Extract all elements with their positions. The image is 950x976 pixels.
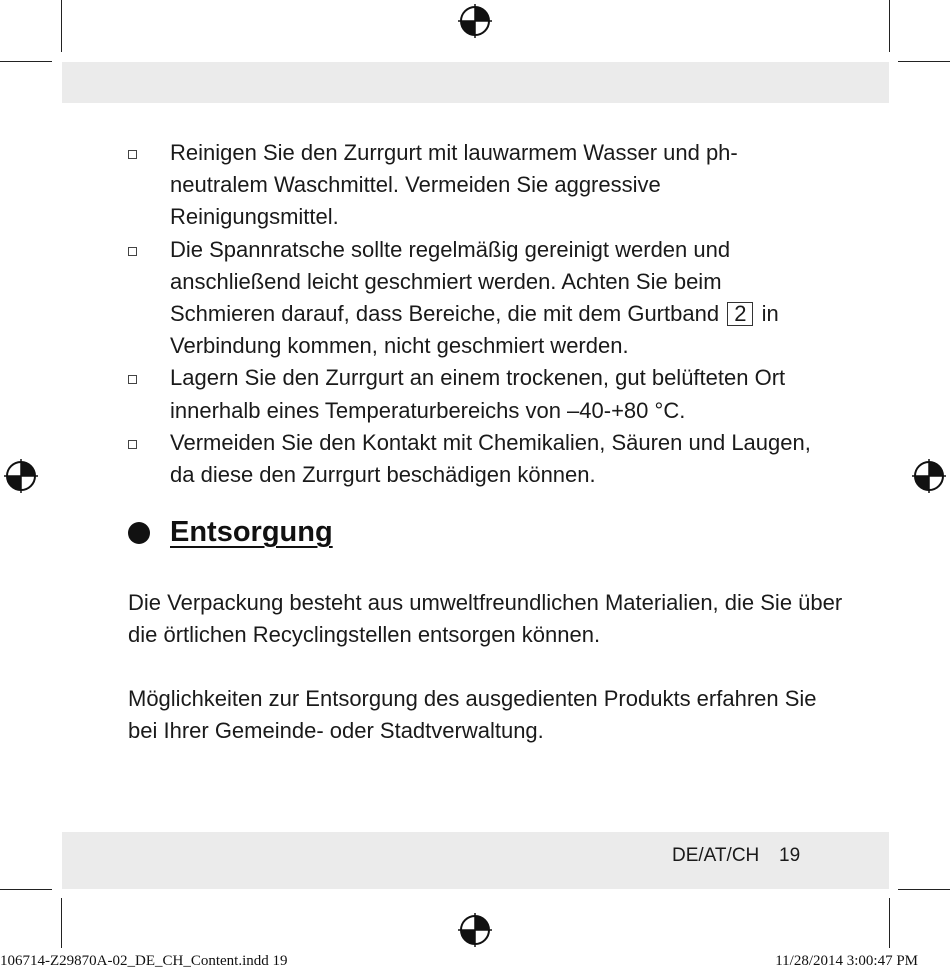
checkbox-square-icon: [128, 150, 137, 159]
list-item-text: Reinigen Sie den Zurrgurt mit lauwarmem Wasser und ph-neutralem Waschmittel. Vermeiden Sie aggressive Reinigungsmittel.: [170, 140, 738, 230]
registration-mark-icon: [458, 4, 492, 38]
section-title: Entsorgung: [170, 516, 333, 548]
list-item: [128, 362, 828, 426]
crop-mark-bottom-left-horizontal: [0, 889, 52, 890]
checkbox-square-icon: [128, 440, 137, 449]
crop-mark-top-left-vertical: [61, 0, 62, 52]
crop-mark-top-right-vertical: [889, 0, 890, 52]
bullet-dot-icon: [128, 522, 150, 544]
footer-region: DE/AT/CH: [672, 845, 760, 866]
disposal-paragraph: Die Verpackung besteht aus umweltfreundlichen Materialien, die Sie über die örtlichen Recyclingstellen entsorgen können.: [128, 590, 843, 648]
page-number: 19: [779, 845, 801, 866]
registration-mark-icon: [4, 459, 38, 493]
footer-band: [62, 832, 889, 889]
part-reference-number: 2: [727, 302, 753, 326]
checkbox-square-icon: [128, 375, 137, 384]
disposal-paragraph: Möglichkeiten zur Entsorgung des ausgedienten Produkts erfahren Sie bei Ihrer Gemeinde- oder Stadtverwaltung.: [128, 686, 817, 744]
crop-mark-bottom-right-horizontal: [898, 889, 950, 890]
registration-mark-icon: [912, 459, 946, 493]
crop-mark-bottom-left-vertical: [61, 898, 62, 948]
list-item: [128, 427, 828, 491]
list-item-text: in Verbindung kommen, nicht geschmiert werden.: [170, 301, 779, 359]
section-heading: [128, 516, 333, 549]
header-band: [62, 62, 889, 103]
slug-filename: 106714-Z29870A-02_DE_CH_Content.indd 19: [0, 953, 288, 969]
list-item-text: Vermeiden Sie den Kontakt mit Chemikalien, Säuren und Laugen, da diese den Zurrgurt beschädigen können.: [170, 429, 811, 488]
crop-mark-top-right-horizontal: [898, 61, 950, 62]
crop-mark-bottom-right-vertical: [889, 898, 890, 948]
list-item-text: Lagern Sie den Zurrgurt an einem trockenen, gut belüfteten Ort innerhalb eines Temperaturbereichs von –40-+80 °C.: [170, 365, 786, 423]
list-item: [128, 234, 828, 363]
care-instructions: [128, 137, 828, 491]
slug-timestamp: 11/28/2014 3:00:47 PM: [775, 953, 918, 969]
bullet-list: [128, 137, 828, 491]
list-item: [128, 137, 828, 234]
list-item-text: Die Spannratsche sollte regelmäßig gereinigt werden und anschließend leicht geschmiert werden. Achten Sie beim Schmieren darauf, dass Bereiche, die mit dem Gurtband: [170, 236, 731, 327]
registration-mark-icon: [458, 913, 492, 947]
crop-mark-top-left-horizontal: [0, 61, 52, 62]
checkbox-square-icon: [128, 247, 137, 256]
